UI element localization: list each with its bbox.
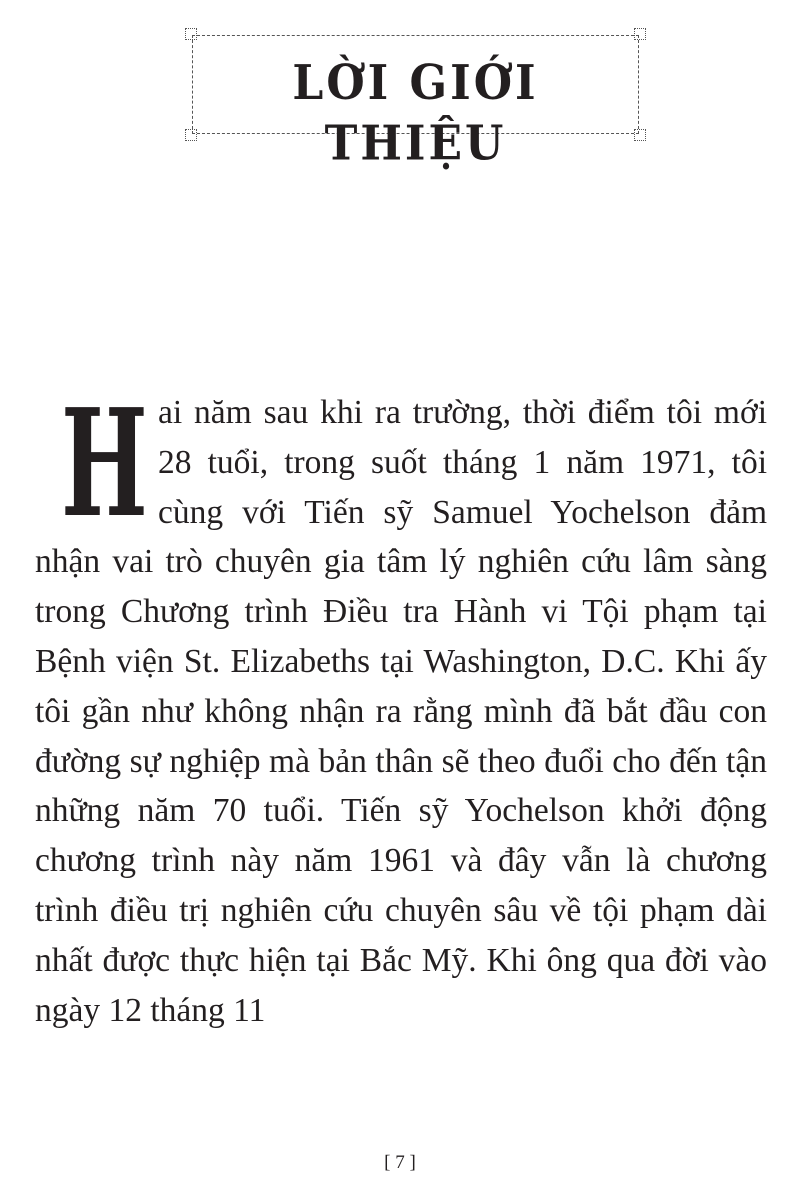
chapter-title: LỜI GIỚI THIỆU xyxy=(292,55,539,172)
chapter-title-frame xyxy=(192,35,639,172)
paragraph-text: ai năm sau khi ra trường, thời điểm tôi mới 28 tuổi, trong suốt tháng 1 năm 1971, tôi cùng với Tiến sỹ Samuel Yochelson đảm nhận vai trò chuyên gia tâm lý nghiên cứu lâm sàng trong Chương trình Điều tra Hành vi Tội phạm tại Bệnh viện St. Elizabeths tại Washington, D.C. Khi ấy tôi gần như không nhận ra rằng mình đã bắt đầu con đường sự nghiệp mà bản thân sẽ theo đuổi cho đến tận những năm 70 tuổi. Tiến sỹ Yochelson khởi động chương trình này năm 1961 và đây vẫn là chương trình điều trị nghiên cứu chuyên sâu về tội phạm dài nhất được thực hiện tại Bắc Mỹ. Khi ông qua đời vào ngày 12 tháng 11 xyxy=(35,394,767,1029)
body-paragraph xyxy=(35,376,767,1035)
dropcap-container xyxy=(35,376,158,550)
frame-ornament xyxy=(634,28,646,40)
page-number: [ 7 ] xyxy=(384,1152,416,1173)
dropcap-letter: H xyxy=(61,376,148,550)
frame-ornament xyxy=(185,28,197,40)
